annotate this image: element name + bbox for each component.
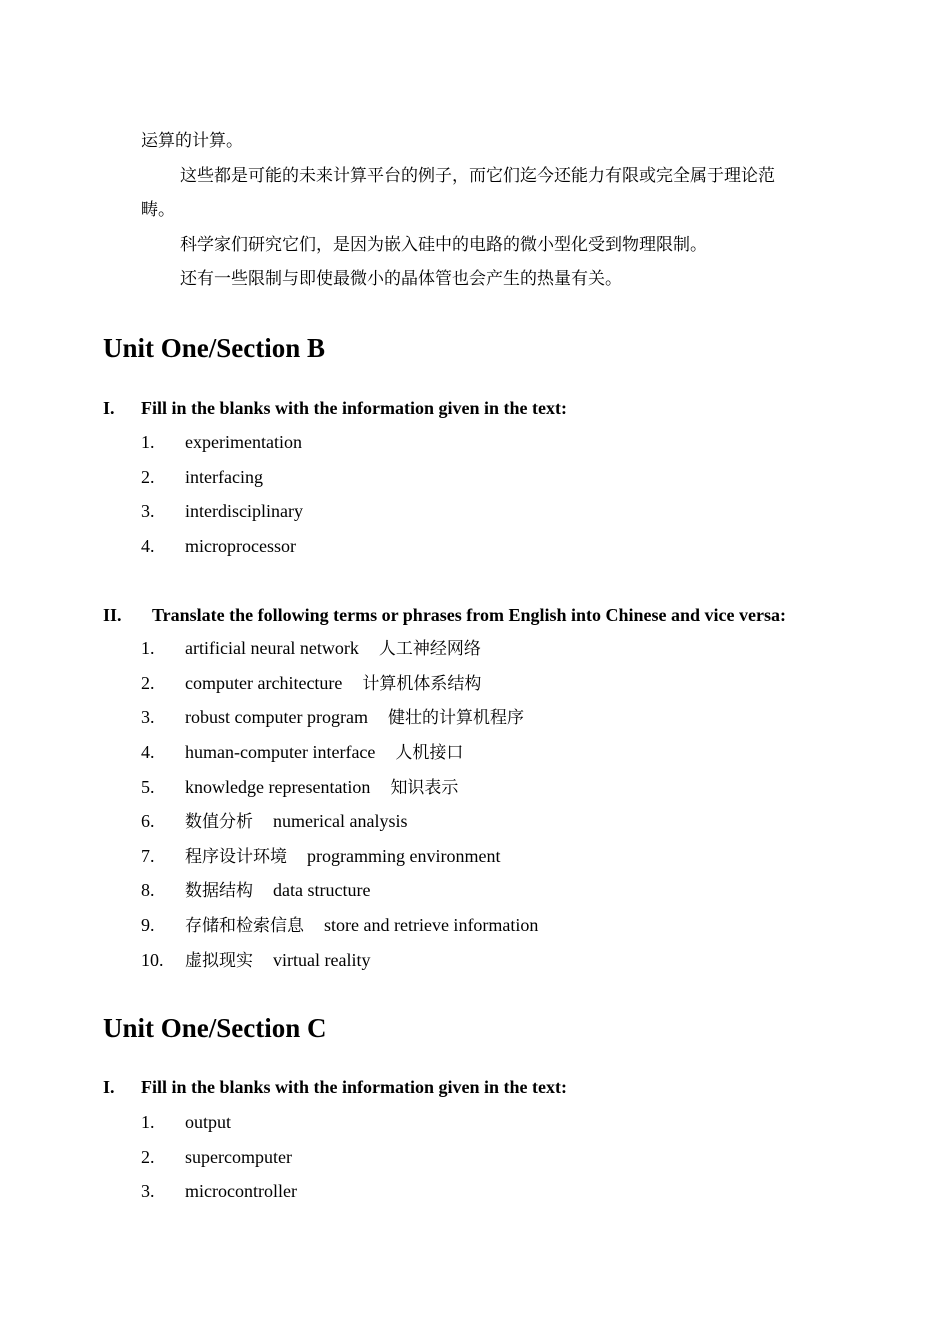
term-zh: 知识表示 [390, 778, 459, 798]
list-number: 7. [141, 846, 155, 866]
question-number: I. [103, 398, 115, 418]
term-en: store and retrieve information [324, 915, 539, 935]
term-en: robust computer program [185, 707, 368, 727]
term-zh: 计算机体系结构 [362, 674, 482, 694]
answer-text: microprocessor [185, 536, 296, 556]
question-text: Fill in the blanks with the information given in the text: [141, 1077, 568, 1097]
list-number: 2. [141, 467, 155, 487]
list-number: 1. [141, 432, 155, 452]
answer-text: output [185, 1112, 232, 1132]
translation-pair [185, 742, 463, 763]
section-heading: Unit One/Section C [103, 1013, 327, 1043]
term-en: knowledge representation [185, 777, 371, 797]
term-zh: 程序设计环境 [185, 847, 287, 867]
translation-pair [185, 880, 370, 901]
term-zh: 数值分析 [185, 812, 253, 832]
paragraph-line: 还有一些限制与即使最微小的晶体管也会产生的热量有关。 [180, 269, 622, 289]
term-en: numerical analysis [273, 811, 408, 831]
question-text: Fill in the blanks with the information given in the text: [141, 398, 568, 418]
term-zh: 健壮的计算机程序 [387, 708, 524, 728]
list-number: 3. [141, 707, 155, 727]
answer-text: experimentation [185, 432, 302, 452]
translation-pair [185, 811, 407, 832]
list-number: 1. [141, 638, 155, 658]
list-number: 4. [141, 536, 155, 556]
term-zh: 人工神经网络 [378, 639, 481, 659]
list-number: 3. [141, 1181, 155, 1201]
term-en: virtual reality [273, 950, 371, 970]
list-number: 2. [141, 1147, 155, 1167]
list-number: 9. [141, 915, 155, 935]
paragraph-line: 畴。 [141, 200, 175, 220]
answer-text: interfacing [185, 467, 263, 487]
answer-text: interdisciplinary [185, 501, 303, 521]
translation-pair [185, 777, 458, 798]
list-number: 10. [141, 950, 164, 970]
question-text: Translate the following terms or phrases from English into Chinese and vice versa: [152, 605, 786, 625]
section-heading: Unit One/Section B [103, 333, 326, 363]
translation-pair [185, 846, 500, 867]
paragraph-line: 这些都是可能的未来计算平台的例子，而它们迄今还能力有限或完全属于理论范 [180, 166, 775, 186]
term-en: programming environment [307, 846, 501, 866]
list-number: 8. [141, 880, 155, 900]
list-number: 3. [141, 501, 155, 521]
answer-text: supercomputer [185, 1147, 292, 1167]
term-zh: 数据结构 [185, 881, 253, 901]
term-en: data structure [273, 880, 371, 900]
term-zh: 人机接口 [395, 743, 464, 763]
paragraph-line: 运算的计算。 [141, 131, 243, 151]
term-en: artificial neural network [185, 638, 359, 658]
translation-pair [185, 707, 524, 728]
term-en: human-computer interface [185, 742, 376, 762]
answer-text: microcontroller [185, 1181, 297, 1201]
term-zh: 虚拟现实 [185, 951, 253, 971]
list-number: 4. [141, 742, 155, 762]
translation-pair [185, 638, 481, 659]
list-number: 6. [141, 811, 155, 831]
list-number: 5. [141, 777, 155, 797]
translation-pair [185, 915, 538, 936]
translation-pair [185, 673, 481, 694]
question-number: II. [103, 605, 122, 625]
list-number: 2. [141, 673, 155, 693]
paragraph-line: 科学家们研究它们，是因为嵌入硅中的电路的微小型化受到物理限制。 [180, 235, 707, 255]
term-zh: 存储和检索信息 [185, 916, 304, 936]
translation-pair [185, 950, 370, 971]
list-number: 1. [141, 1112, 155, 1132]
term-en: computer architecture [185, 673, 343, 693]
question-number: I. [103, 1077, 115, 1097]
